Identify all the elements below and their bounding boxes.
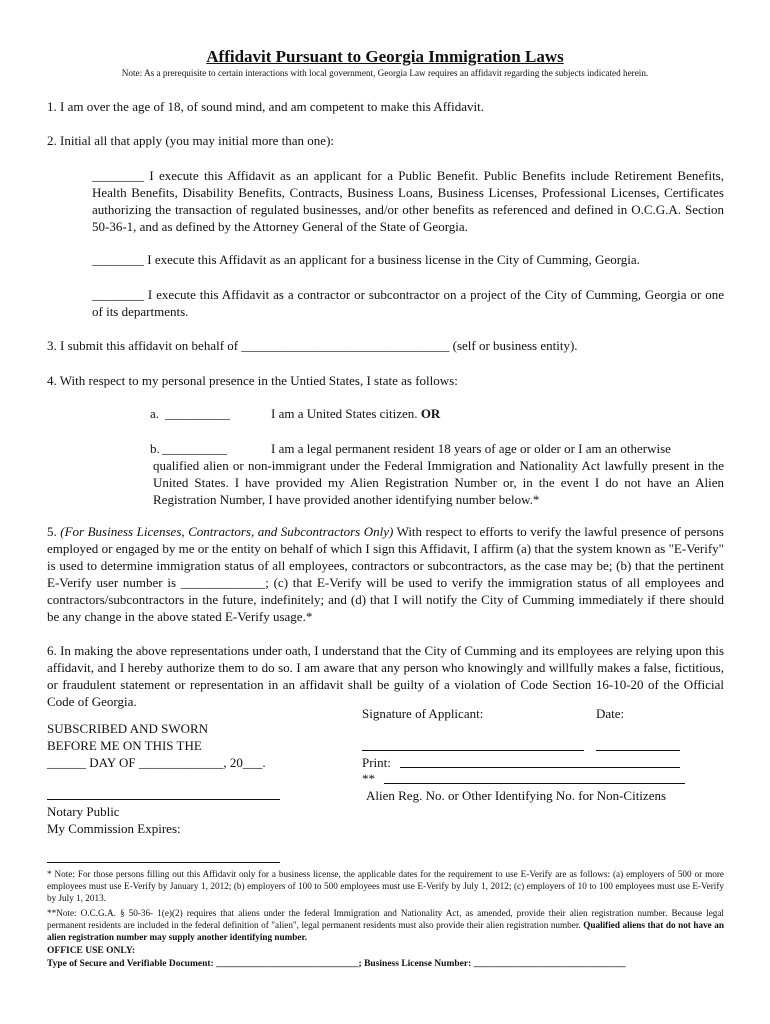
or-label: OR xyxy=(420,406,441,421)
initial-blank-business-license[interactable]: ________ xyxy=(92,252,144,267)
footnote-alien-registration-text: **Note: O.C.G.A. § 50-36- 1(e)(2) requires that aliens under the federal Immigration and Nationality Act, as amended, provide their alien registration number. Because legal permanent residents are included in the federal definition of "alien", legal permanent residents must also provide their alien registration number. xyxy=(47,908,724,931)
resident-initial-blank[interactable]: __________ xyxy=(162,441,227,456)
option-contractor xyxy=(92,286,724,320)
item-4a-text xyxy=(271,405,440,422)
citizen-initial-blank[interactable]: __________ xyxy=(165,406,230,421)
alien-number-label: Alien Reg. No. or Other Identifying No. for Non-Citizens xyxy=(366,788,667,803)
date-label: Date: xyxy=(596,706,625,721)
prerequisite-note: Note: As a prerequisite to certain interactions with local government, Georgia Law requires an affidavit regarding the subjects indicated herein. xyxy=(121,68,649,78)
item-2: 2. Initial all that apply (you may initial more than one): xyxy=(47,133,335,148)
document-title: Affidavit Pursuant to Georgia Immigration Laws xyxy=(206,47,564,66)
item-3 xyxy=(47,337,578,354)
item-4a-label: a. xyxy=(150,406,160,421)
subscribed-line-2: BEFORE ME ON THIS THE xyxy=(47,738,202,753)
item-3-suffix: (self or business entity). xyxy=(452,338,578,353)
office-use-fields[interactable]: Type of Secure and Verifiable Document: ______________________________; Business License Number: ________________________________ xyxy=(47,959,626,969)
item-4: 4. With respect to my personal presence in the Untied States, I state as follows: xyxy=(47,373,458,388)
item-4b-label: b. xyxy=(150,441,160,456)
footnote-divider xyxy=(47,862,280,863)
date-line[interactable] xyxy=(596,750,680,751)
office-use-label: OFFICE USE ONLY: xyxy=(47,946,135,956)
day-of-line[interactable]: ______ DAY OF _____________, 20___. xyxy=(47,755,266,770)
item-4b-text: qualified alien or non-immigrant under the Federal Immigration and Nationality Act lawfully present in the United States. I have provided my Alien Registration Number or, in the event I do not have an Alien Registration Number, I have provided another identifying number below.* xyxy=(153,458,724,507)
item-5-number: 5. xyxy=(47,524,57,539)
item-5-scope: (For Business Licenses, Contractors, and Subcontractors Only) xyxy=(60,524,394,539)
citizen-statement: I am a United States citizen. xyxy=(271,406,418,421)
option-business-license-text: I execute this Affidavit as an applicant for a business license in the City of Cumming, Georgia. xyxy=(147,252,640,267)
signature-line[interactable] xyxy=(362,750,584,751)
option-public-benefit xyxy=(92,167,724,235)
footnote-e-verify-dates: * Note: For those persons filling out this Affidavit only for a business license, the applicable dates for the requirement to use E-Verify are as follows: (a) employers of 500 or more employees must use E-Verify by January 1, 2012; (b) employers of 100 to 500 employees must use E-Verify by July 1, 2012; (c) employers of 10 to 100 employees must use E-Verify by July 1, 2013. xyxy=(47,869,724,904)
initial-blank-public-benefit[interactable]: ________ xyxy=(92,168,144,183)
option-contractor-text: I execute this Affidavit as a contractor or subcontractor on a project of the City of Cumming, Georgia or one of its departments. xyxy=(92,287,724,319)
item-1: 1. I am over the age of 18, of sound mind, and am competent to make this Affidavit. xyxy=(47,99,484,114)
alien-number-marker: ** xyxy=(362,771,375,786)
option-public-benefit-text: I execute this Affidavit as an applicant for a Public Benefit. Public Benefits include Retirement Benefits, Health Benefits, Disability Benefits, Contracts, Business Loans, Business Licenses, Professional Licenses, Certificates authorizing the transaction of regulated businesses, and/or other benefits as referenced and defined in O.C.G.A. Section 50-36-1, and as defined by the Attorney General of the State of Georgia. xyxy=(92,168,724,234)
footnote-qualified-aliens: Qualified aliens that do not have an alien registration number may supply another identifying number. xyxy=(47,920,724,943)
commission-expires-label: My Commission Expires: xyxy=(47,821,181,836)
item-4b-first-line: I am a legal permanent resident 18 years of age or older or I am an otherwise xyxy=(271,441,671,456)
initial-blank-contractor[interactable]: ________ xyxy=(92,287,144,302)
alien-number-line[interactable] xyxy=(384,783,685,784)
item-5-text-2: ; (c) that E-Verify will be used to verify the immigration status of all employees and contractors/subcontractors in the future, indefinitely; and (d) that I will notify the City of Cumming immediately if there should be any change in the above stated E-Verify usage.* xyxy=(47,575,724,624)
notary-public-label: Notary Public xyxy=(47,804,120,819)
print-label: Print: xyxy=(362,755,391,770)
item-5 xyxy=(47,523,724,625)
item-3-label: 3. I submit this affidavit on behalf of xyxy=(47,338,239,353)
behalf-of-blank[interactable]: ________________________________ xyxy=(241,338,450,353)
footnote-alien-registration xyxy=(47,907,724,944)
signature-label: Signature of Applicant: xyxy=(362,706,484,721)
subscribed-line-1: SUBSCRIBED AND SWORN xyxy=(47,721,209,736)
e-verify-number-blank[interactable]: _____________ xyxy=(180,575,266,590)
notary-signature-line[interactable] xyxy=(47,799,280,800)
item-5-text-1: With respect to efforts to verify the lawful presence of persons employed or engaged by me or the entity on behalf of which I sign this Affidavit, I affirm (a) that the system known as "E-Verify" is used to determine immigration status of all employees, contractors or subcontractors, as the case may be; (b) that the pertinent E-Verify user number is xyxy=(47,524,724,590)
item-6: 6. In making the above representations under oath, I understand that the City of Cumming and its employees are relying upon this affidavit, and I hereby authorize them to do so. I am aware that any person who knowingly and willfully makes a false, fictitious, or fraudulent statement or representation in an affidavit shall be guilty of a violation of Code Section 16-10-20 of the Official Code of Georgia. xyxy=(47,643,724,709)
option-business-license xyxy=(92,251,640,268)
print-line[interactable] xyxy=(400,767,680,768)
